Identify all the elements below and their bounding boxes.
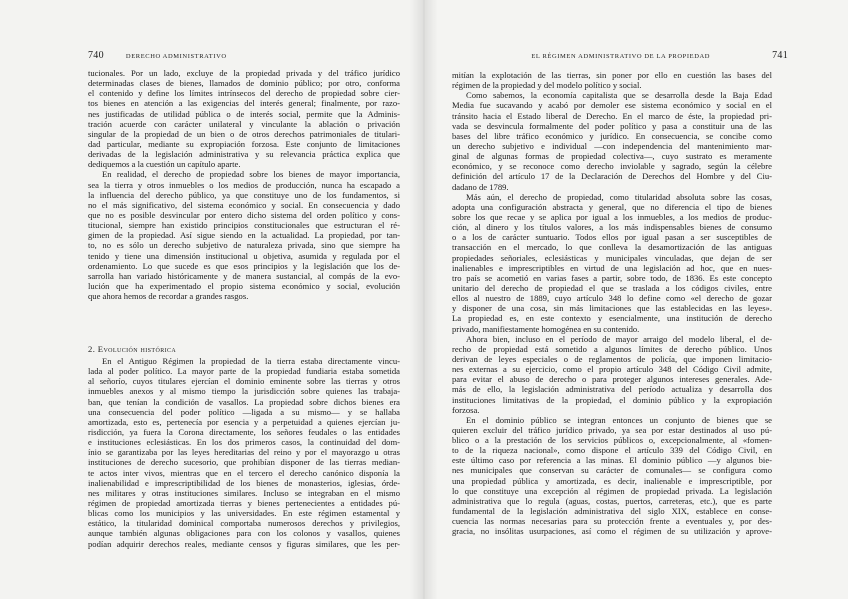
text-line: titucional, siempre han existido principios constitucionales que estructuran el ré-: [88, 220, 400, 231]
text-line: lo que constituye una excepción al régimen de propiedad privada. La legislación: [452, 485, 772, 496]
text-line: propiedades señoriales, eclesiásticas y municipales vinculadas, que dejan de ser: [452, 252, 772, 263]
text-line: blicas como los municipios y las universidades. En este régimen estamental y: [88, 508, 400, 519]
right-text-block: [452, 70, 772, 536]
text-line: la influencia del derecho público, ya que constituye uno de los fundamentos, si: [88, 189, 400, 200]
text-line: que no es posible desvincular por entero dicho sistema del orden político y cons-: [88, 209, 400, 220]
text-line: amortizada, esto es, pertenecía por esencia y a perpetuidad a quienes ejercían ju-: [88, 416, 400, 427]
text-line: no el más significativo, del sistema económico y social. En consecuencia y dado: [88, 199, 400, 210]
text-line: inalienabilidad e imprescriptibilidad de los bienes de monasterios, iglesias, órde-: [88, 477, 400, 488]
text-line: más de ello, la legislación administrativa del período actualiza y desarrolla dos: [452, 384, 772, 395]
text-line: tránsito hacia el Estado liberal de Derecho. En el marco de éste, la propiedad pri-: [452, 110, 772, 121]
text-line: tucionales. Por un lado, excluye de la propiedad privada y del tráfico jurídico: [88, 68, 400, 78]
text-line: bases del libre tráfico económico y jurídico. En consecuencia, se concibe como: [452, 130, 772, 141]
text-line: dad particular, mediante su expropiación forzosa. Este conjunto de limitaciones: [88, 138, 400, 149]
text-line: nes justificadas de utilidad pública o de interés social, permite que la Adminis-: [88, 108, 400, 119]
text-line: En el dominio público se integran entonces un conjunto de bienes que se: [466, 414, 772, 425]
text-line: vada se desvincula formalmente del poder político y pasa a constituir una de las: [452, 120, 772, 131]
section-heading: 2. Evolución histórica: [88, 344, 177, 354]
text-line: e instituciones eclesiásticas. En los dos primeros casos, la continuidad del dom-: [88, 437, 400, 448]
text-line: tración acuerde con carácter unilateral y vinculante la ablación o privación: [88, 118, 400, 129]
text-line: to de la riqueza nacional», como dispone el artículo 339 del Código Civil, en: [452, 445, 772, 456]
text-line: blico o a la prestación de los servicios públicos o, excepcionalmente, al «fomen-: [452, 435, 772, 446]
text-line: te actos inter vivos, mientras que en el tercero el derecho canónico disponía la: [88, 467, 400, 478]
text-line: sarrolla han variado históricamente y de manera sustancial, al compás de la evo-: [88, 270, 400, 281]
text-line: ginal de algunas formas de propiedad colectiva—, cuyo sustrato es meramente: [452, 151, 772, 162]
text-line: En el Antiguo Régimen la propiedad de la tierra estaba directamente vincu-: [102, 356, 400, 366]
right-running-title: EL RÉGIMEN ADMINISTRATIVO DE LA PROPIEDAD: [531, 53, 711, 60]
text-line: inmuebles anexos y al mismo tiempo la jurisdicción sobre quienes las trabaja-: [88, 386, 400, 397]
text-line: risdicción, ya fuera la Corona directamente, los señores feudales o las entidades: [88, 426, 400, 437]
text-line: cuencia las normas necesarias para su protección frente a eventuales y, por des-: [452, 516, 772, 527]
text-line: determinadas clases de bienes, llamados de dominio público; por otro, conforma: [88, 78, 400, 89]
left-page-number: 740: [88, 50, 104, 61]
text-line: mitían la explotación de las tierras, sin poner por ello en cuestión las bases del: [452, 70, 772, 80]
text-line: este último caso por referencia a las minas. El dominio público —y algunos bie-: [452, 455, 772, 466]
text-line: régimen de la propiedad y del modelo político y social.: [452, 80, 642, 91]
right-page: [424, 0, 848, 599]
text-line: lución que ha experimentado el propio sistema económico y social, evolución: [88, 280, 400, 291]
text-line: derivadas de la legislación administrativa y su relevancia práctica explica que: [88, 149, 400, 160]
text-line: que ahora hemos de recordar a grandes rasgos.: [88, 291, 249, 302]
text-line: podían adquirir derechos reales, mediante censos y figuras similares, que les per-: [88, 538, 400, 549]
text-line: un derecho subjetivo e individual —con independencia del mantenimiento mar-: [452, 140, 772, 151]
text-line: En realidad, el derecho de propiedad sobre los bienes de mayor importancia,: [102, 169, 400, 180]
text-line: derivan de leyes especiales o de reglamentos de policía, que imponen limitacio-: [452, 353, 772, 364]
text-line: unitario del derecho de propiedad el que se traslada a los códigos civiles, entre: [452, 282, 772, 293]
text-line: sea la tierra y otros inmuebles o los medios de producción, nunca ha escapado a: [88, 179, 400, 190]
text-line: instituciones limitativas de la propiedad, el dominio público y la expropiación: [452, 394, 772, 405]
left-running-title: DERECHO ADMINISTRATIVO: [125, 53, 227, 60]
text-line: forzosa.: [452, 404, 480, 415]
text-line: gimen de la propiedad. Así sigue siendo en la actualidad. La propiedad, por tan-: [88, 230, 400, 241]
text-line: el contenido y define los límites intrínsecos del derecho de propiedad sobre cier-: [88, 88, 400, 99]
text-line: dadano de 1789.: [452, 181, 509, 192]
text-line: tos bienes en atención a las exigencias del interés general; finalmente, por razo-: [88, 98, 400, 109]
left-text-block-1: [88, 68, 400, 301]
text-line: Media fue sucavando y acabó por demoler ese sistema económico y social en el: [452, 100, 772, 111]
text-line: instituciones de derecho sucesorio, que prohibían disponer de las tierras median-: [88, 457, 400, 468]
text-line: Como sabemos, la economía capitalista que se desarrolla desde la Baja Edad: [466, 90, 772, 101]
text-line: y disponer de una cosa, sin más limitaciones que las establecidas en las leyes».: [452, 303, 772, 314]
text-line: recho de propiedad está sometido a algunos límites de derecho público. Unos: [452, 343, 772, 354]
text-line: económico, y se reconoce como derecho inviolable y sagrado, según la célebre: [452, 161, 772, 172]
text-line: ellos al nuestro de 1889, cuyo artículo 348 lo define como «el derecho de gozar: [452, 293, 772, 304]
text-line: administrativa que lo regula (aguas, costas, puertos, carreteras, etc.), que es parte: [452, 495, 772, 506]
text-line: singular de la propiedad de un bien o de otros derechos patrimoniales de titulari-: [88, 128, 400, 139]
text-line: lada al poder político. La mayor parte de la propiedad fundiaria estaba sometida: [88, 366, 400, 377]
text-line: definición del artículo 17 de la Declaración de Derechos del Hombre y del Ciu-: [452, 171, 772, 182]
text-line: para evitar el abuso de derecho o para proteger algunos intereses generales. Ade-: [452, 374, 772, 385]
text-line: sobre los que recae y se aplica por igual a los inmuebles, a los medios de produc-: [452, 211, 772, 222]
text-line: Ahora bien, incluso en el período de mayor arraigo del modelo liberal, el de-: [466, 333, 772, 344]
text-line: tenido y tiene una dimensión institucional u objetiva, asumida y regulada por el: [88, 250, 400, 261]
text-line: o a los de carácter suntuario. Todos ellos por igual pasan a ser susceptibles de: [452, 232, 772, 243]
text-line: dediquemos a la cuestión un capítulo aparte.: [88, 159, 241, 170]
text-line: al señorío, cuyos titulares ejercían el dominio eminente sobre las tierras y otros: [88, 376, 400, 387]
text-line: una consecuencia del poder político —ligada a su mismo— y se hallaba: [88, 406, 400, 417]
text-line: to, no es sólo un derecho subjetivo de naturaleza privada, sino que siempre ha: [88, 240, 400, 251]
left-text-block-2: [88, 356, 400, 549]
text-line: nes municipales que conservan su carácter de comunales— se configura como: [452, 465, 772, 476]
text-line: La propiedad es, en este contexto y esencialmente, una institución de derecho: [452, 313, 772, 324]
right-page-number: 741: [772, 50, 788, 61]
text-line: aunque también algunas obligaciones para con los colonos y vasallos, quienes: [88, 528, 400, 539]
left-running-head: [88, 50, 227, 61]
text-line: ínio se garantizaba por las leyes hereditarias del reino y por el mayorazgo u otras: [88, 447, 400, 458]
text-line: fundamental de la legislación administrativa del siglo XIX, establece en conse-: [452, 506, 772, 517]
text-line: quieren excluir del tráfico jurídico privado, ya sea por estar destinados al uso pú-: [452, 424, 772, 435]
text-line: ban, que tenían la condición de vasallos. La propiedad sobre dichos bienes era: [88, 396, 400, 407]
text-line: Más aún, el derecho de propiedad, como titularidad absoluta sobre las cosas,: [466, 191, 772, 202]
text-line: nes externas a su ejercicio, como el propio artículo 348 del Código Civil admite,: [452, 364, 772, 375]
text-line: ción, al dinero y los títulos valores, a los más indispensables bienes de consumo: [452, 222, 772, 233]
text-line: estático, la titularidad dominical comportaba numerosos derechos y privilegios,: [88, 518, 400, 529]
right-running-head: [531, 50, 788, 61]
text-line: una propiedad pública y amortizada, es decir, inalienable e imprescriptible, por: [452, 475, 772, 486]
text-line: privado, manifiestamente homogénea en su contenido.: [452, 323, 640, 334]
text-line: ordenamiento. Lo que sucede es que esos principios y la legislación que los de-: [88, 260, 400, 271]
text-line: régimen de propiedad amortizada tierras y bienes pertenecientes a entidades pú-: [88, 497, 400, 508]
text-line: transacción en el mercado, lo que conlleva la desamortización de las antiguas: [452, 242, 772, 253]
text-line: adopta una configuración abstracta y general, que no diferencia el tipo de bienes: [452, 201, 772, 212]
text-line: inalienables e imprescriptibles en virtud de una legislación ad hoc, que en nues-: [452, 262, 772, 273]
text-line: gracia, no insólitas usurpaciones, así como el régimen de su utilización y aprove-: [452, 526, 772, 537]
text-line: tro país se acometió en varias fases a partir, sobre todo, de 1836. Es este concepto: [452, 272, 772, 283]
text-line: nes militares y otras instituciones similares. Incluso se integraban en el mismo: [88, 487, 400, 498]
